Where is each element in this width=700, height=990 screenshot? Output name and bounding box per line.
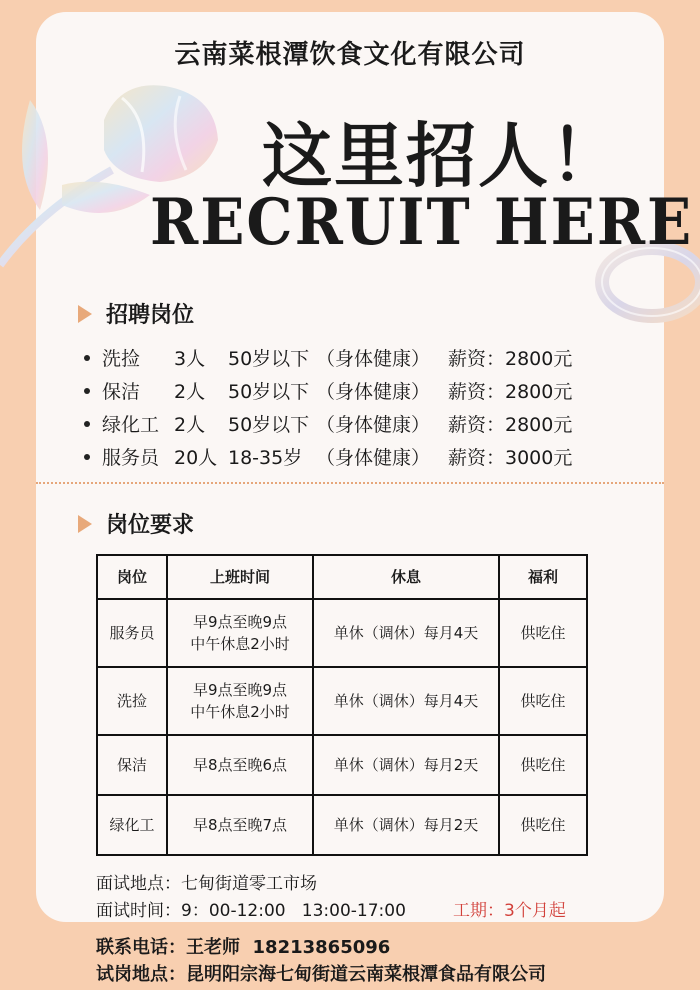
bullet-icon bbox=[84, 421, 90, 427]
positions-section-title bbox=[78, 298, 194, 329]
job-salary: 薪资：3000元 bbox=[448, 447, 573, 469]
hours-line: 中午休息2小时 bbox=[190, 635, 290, 653]
cell-benefit: 供吃住 bbox=[499, 599, 587, 667]
hours-line: 中午休息2小时 bbox=[190, 703, 290, 721]
cell-post: 绿化工 bbox=[97, 795, 167, 855]
requirements-section-title bbox=[78, 508, 194, 539]
job-age: 50岁以下 bbox=[228, 414, 310, 436]
company-name: 云南菜根潭饮食文化有限公司 bbox=[174, 40, 526, 70]
cell-hours bbox=[167, 735, 313, 795]
job-name: 服务员 bbox=[102, 447, 160, 469]
requirements-table bbox=[96, 554, 588, 856]
cell-rest: 单休（调休）每月4天 bbox=[313, 599, 499, 667]
job-salary: 薪资：2800元 bbox=[448, 414, 573, 436]
interview-time: 面试时间：9：00-12:00 13:00-17:00 bbox=[96, 901, 406, 921]
list-item bbox=[84, 444, 572, 477]
cell-rest: 单休（调休）每月4天 bbox=[313, 667, 499, 735]
positions-title-text: 招聘岗位 bbox=[106, 303, 195, 328]
trial-location: 试岗地点：昆明阳宗海七甸街道云南菜根潭食品有限公司 bbox=[96, 964, 546, 985]
cell-benefit: 供吃住 bbox=[499, 795, 587, 855]
cell-benefit: 供吃住 bbox=[499, 667, 587, 735]
cell-post: 保洁 bbox=[97, 735, 167, 795]
headline: 这里招人！ bbox=[262, 115, 622, 197]
job-age: 50岁以下 bbox=[228, 381, 310, 403]
job-age: 50岁以下 bbox=[228, 348, 310, 370]
list-item bbox=[84, 378, 572, 411]
dotted-divider bbox=[36, 482, 664, 484]
work-period: 工期：3个月起 bbox=[453, 901, 566, 921]
hours-line: 早9点至晚9点 bbox=[192, 613, 288, 631]
cell-hours bbox=[167, 795, 313, 855]
triangle-right-icon bbox=[78, 305, 92, 323]
cell-rest: 单休（调休）每月2天 bbox=[313, 795, 499, 855]
table-row bbox=[97, 795, 587, 855]
job-health: （身体健康） bbox=[316, 381, 431, 403]
positions-list bbox=[84, 345, 572, 477]
cell-rest: 单休（调休）每月2天 bbox=[313, 735, 499, 795]
hours-line: 早8点至晚7点 bbox=[192, 816, 288, 834]
list-item bbox=[84, 345, 572, 378]
job-health: （身体健康） bbox=[316, 447, 431, 469]
job-count: 20人 bbox=[174, 447, 218, 469]
header-hours: 上班时间 bbox=[167, 555, 313, 599]
job-salary: 薪资：2800元 bbox=[448, 348, 573, 370]
interview-location: 面试地点：七甸街道零工市场 bbox=[96, 874, 317, 894]
table-row bbox=[97, 735, 587, 795]
job-health: （身体健康） bbox=[316, 414, 431, 436]
headline-english: RECRUIT HERE bbox=[150, 184, 694, 260]
header-post: 岗位 bbox=[97, 555, 167, 599]
job-name: 保洁 bbox=[102, 381, 141, 403]
table-row bbox=[97, 667, 587, 735]
job-age: 18-35岁 bbox=[228, 447, 303, 469]
hours-line: 早9点至晚9点 bbox=[192, 681, 288, 699]
job-salary: 薪资：2800元 bbox=[448, 381, 573, 403]
contact-phone: 联系电话：王老师 18213865096 bbox=[96, 937, 391, 958]
cell-hours bbox=[167, 667, 313, 735]
job-count: 2人 bbox=[174, 414, 206, 436]
bullet-icon bbox=[84, 355, 90, 361]
table-row bbox=[97, 599, 587, 667]
hours-line: 早8点至晚6点 bbox=[192, 756, 288, 774]
bullet-icon bbox=[84, 454, 90, 460]
triangle-right-icon bbox=[78, 515, 92, 533]
table-header-row bbox=[97, 555, 587, 599]
job-name: 洗捡 bbox=[102, 348, 141, 370]
header-rest: 休息 bbox=[313, 555, 499, 599]
requirements-title-text: 岗位要求 bbox=[106, 513, 195, 538]
job-health: （身体健康） bbox=[316, 348, 431, 370]
job-name: 绿化工 bbox=[102, 414, 160, 436]
cell-benefit: 供吃住 bbox=[499, 735, 587, 795]
cell-hours bbox=[167, 599, 313, 667]
job-count: 3人 bbox=[174, 348, 206, 370]
header-benefit: 福利 bbox=[499, 555, 587, 599]
cell-post: 服务员 bbox=[97, 599, 167, 667]
bullet-icon bbox=[84, 388, 90, 394]
cell-post: 洗捡 bbox=[97, 667, 167, 735]
job-count: 2人 bbox=[174, 381, 206, 403]
list-item bbox=[84, 411, 572, 444]
